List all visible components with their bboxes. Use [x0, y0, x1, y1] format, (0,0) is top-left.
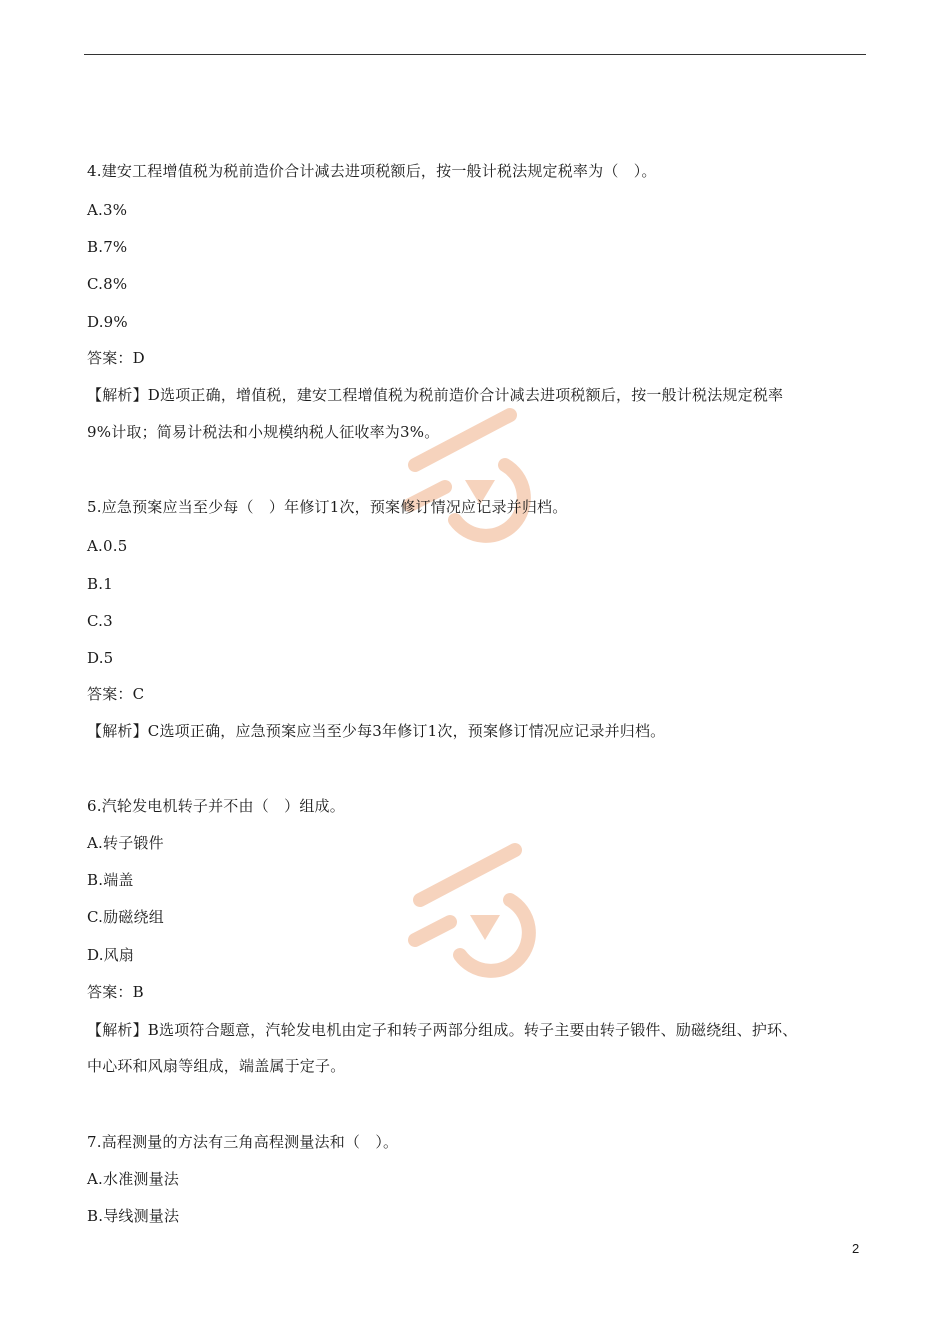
- analysis-line: 【解析】D选项正确，增值税，建安工程增值税为税前造价合计减去进项税额后，按一般计税法规定税率: [87, 386, 784, 404]
- watermark-logo: [400, 830, 550, 990]
- option-a: A.水准测量法: [87, 1170, 180, 1188]
- option-c: C.3: [87, 612, 113, 630]
- option-a: A.转子锻件: [87, 834, 164, 852]
- page-number: 2: [852, 1241, 860, 1256]
- analysis-line: 【解析】C选项正确，应急预案应当至少每3年修订1次，预案修订情况应记录并归档。: [87, 722, 666, 740]
- question-stem: 7.高程测量的方法有三角高程测量法和（ ）。: [87, 1133, 399, 1151]
- answer: 答案：C: [87, 685, 145, 703]
- answer: 答案：B: [87, 983, 144, 1001]
- option-c: C.励磁绕组: [87, 908, 164, 926]
- option-b: B.1: [87, 575, 113, 593]
- option-b: B.导线测量法: [87, 1207, 180, 1225]
- option-b: B.7%: [87, 238, 128, 256]
- analysis-line: 9%计取；简易计税法和小规模纳税人征收率为3%。: [87, 423, 440, 441]
- question-stem: 4.建安工程增值税为税前造价合计减去进项税额后，按一般计税法规定税率为（ ）。: [87, 162, 657, 180]
- question-stem: 5.应急预案应当至少每（ ）年修订1次，预案修订情况应记录并归档。: [87, 498, 568, 516]
- option-c: C.8%: [87, 275, 128, 293]
- option-b: B.端盖: [87, 871, 134, 889]
- answer: 答案：D: [87, 349, 145, 367]
- option-d: D.9%: [87, 313, 128, 331]
- analysis-line: 中心环和风扇等组成，端盖属于定子。: [87, 1057, 346, 1075]
- watermark-logo: [395, 395, 545, 555]
- option-d: D.5: [87, 649, 114, 667]
- option-a: A.3%: [87, 201, 128, 219]
- question-stem: 6.汽轮发电机转子并不由（ ）组成。: [87, 797, 345, 815]
- analysis-line: 【解析】B选项符合题意，汽轮发电机由定子和转子两部分组成。转子主要由转子锻件、励磁绕组、护环、: [87, 1021, 798, 1039]
- option-a: A.0.5: [87, 537, 128, 555]
- header-rule: [84, 54, 866, 55]
- option-d: D.风扇: [87, 946, 135, 964]
